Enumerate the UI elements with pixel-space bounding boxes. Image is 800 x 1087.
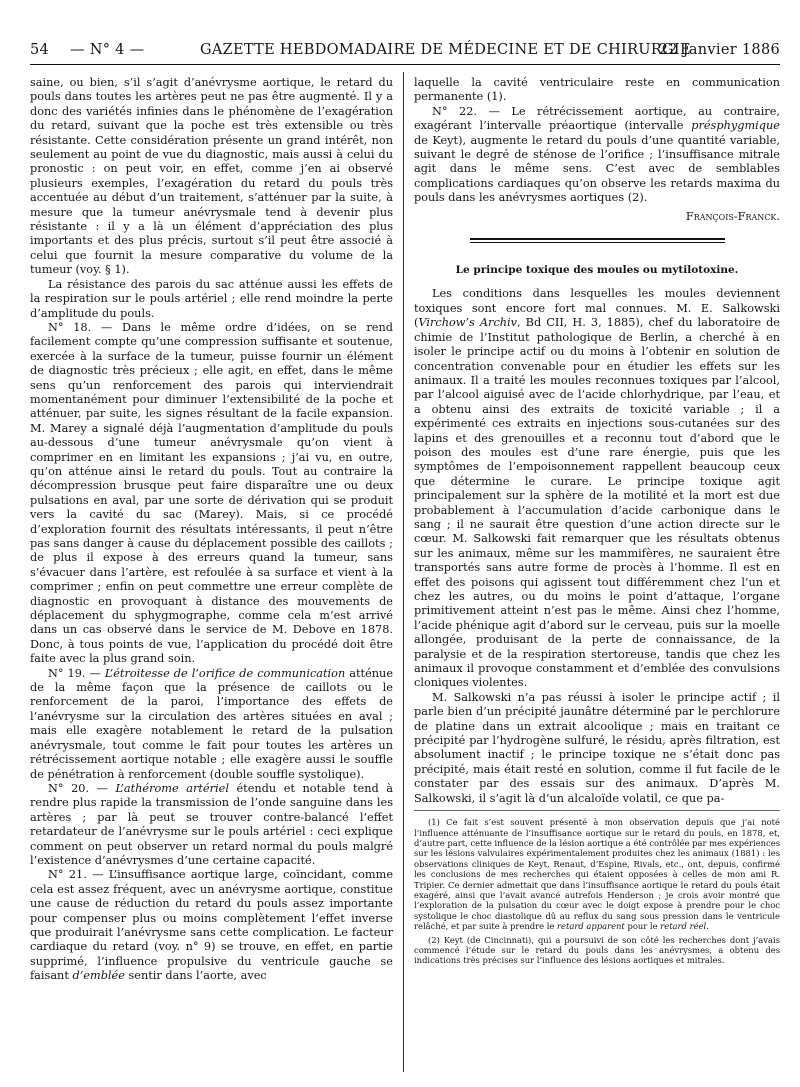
paragraph-emphasis: Virchow’s Archiv <box>418 316 518 330</box>
paragraph-no-20 <box>30 782 393 868</box>
footnote-emphasis: retard apparent <box>557 921 625 932</box>
footnote-1 <box>414 817 780 931</box>
paragraph-lead: N° 20. — <box>48 781 116 795</box>
footnote-divider <box>414 810 780 811</box>
paragraph-emphasis: L’étroitesse de l’orifice de communication <box>104 666 346 680</box>
paragraph-emphasis: présphygmique <box>691 119 780 133</box>
footnote-text: (1) Ce fait s’est souvent présenté à mon observation depuis que j’ai noté l’influence atténuante de l’insuffisance aortique sur le retard du pouls, en 1878, et, d’autre part, cette influence de la lésion aortique a été contrôlée par mes expériences sur les lésions valvulaires expérimentalement produites chez les animaux (1881) : les observations cliniques de Keyt, Renaut, d’Espine, Rivals, etc., ont, depuis, confirmé les conclusions de mes recherches qui étaient opposées à celles de mon ami R. Tripier. Ce dernier admettait que dans l’insuffisance aortique le retard du pouls était exagéré, ainsi que l’avait avancé autrefois Henderson ; je crois avoir montré que l’exploration de la pulsation du cœur avec le doigt expose à prendre pour le choc systolique le choc diastolique dû au reflux du sang sous pression dans le ventricule relâché, et par suite à prendre le <box>414 817 780 932</box>
paragraph: saine, ou bien, s’il s’agit d’anévrysme aortique, le retard du pouls dans toutes les artères peut ne pas être augmenté. Il y a donc des variétés infinies dans le phénomène de l’exagération du retard, suivant que la poche est très extensible ou très résistante. Cette considération présente un grand intérêt, non seulement au point de vue du diagnostic, mais aussi à celui du pronostic : on peut voir, en effet, comme j’en ai observé plusieurs exemples, l’exagération du retard du pouls très accentuée au début d’un traitement, s’atténuer par la suite, à mesure que la tumeur anévrysmale tend à devenir plus résistante : il y a là un élément d’appréciation des plus importants et des plus précis, surtout s’il peut être associé à celui que fournit la mesure comparative du volume de la tumeur (voy. § 1). <box>30 76 393 277</box>
author-signature: François-Franck. <box>685 209 780 223</box>
paragraph-emphasis: d’emblée <box>72 969 125 983</box>
article-title: Le principe toxique des moules ou mytilotoxine. <box>455 264 739 277</box>
issue-number: — N° 4 — <box>70 42 145 58</box>
paragraph-no-22 <box>414 105 780 206</box>
paragraph-rest: atténue de la même façon que la présence de caillots ou le renforcement de la paroi, l’importance des effets de l’anévrysme sur la circulation des artères situées en aval ; mais elle exagère notablement le retard de la pulsation anévrysmale, tout comme le fait pour toutes les artères un rétrécissement aortique notable ; elle exagère aussi le souffle de pénétration à renforcement (double souffle systolique). <box>30 666 393 781</box>
right-column <box>414 76 780 1076</box>
paragraph-lead: N° 19. — <box>48 666 105 680</box>
paragraph-rest: étendu et notable tend à rendre plus rapide la transmission de l’onde sanguine dans les artères ; par là peut se trouver contre-balancé l’effet retardateur de l’anévrysme sur le pouls artériel : ceci explique comment on peut observer un retard normal du pouls malgré l’existence d’anévrysmes d’une certaine capacité. <box>30 781 393 867</box>
issue-date: 22 Janvier 1886 <box>658 42 780 58</box>
paragraph: laquelle la cavité ventriculaire reste en communication permanente (1). <box>414 76 780 104</box>
footnote-2: (2) Keyt (de Cincinnati), qui a poursuivi de son côté les recherches dont j’avais commencé l’étude sur le retard du pouls dans les anévrysmes, a obtenu des indications très précises sur l’influence des lésions aortiques et mitrales. <box>414 934 780 966</box>
article-paragraph <box>414 287 780 690</box>
footnote-text: pour le <box>624 921 661 932</box>
page-number: 54 <box>30 42 50 58</box>
footnote-text: . <box>706 921 709 932</box>
running-header <box>30 40 780 65</box>
column-divider <box>403 72 404 1072</box>
journal-title: GAZETTE HEBDOMADAIRE DE MÉDECINE ET DE CHIRURGIE <box>200 42 691 58</box>
paragraph-rest: sentir dans l’aorte, avec <box>124 969 267 983</box>
paragraph-no-18: N° 18. — Dans le même ordre d’idées, on se rend facilement compte qu’une compression suffisante et soutenue, exercée à la surface de la tumeur, puisse fournir un élément de diagnostic très précieux ; elle agit, en effet, dans le même sens qu’un renforcement des parois qui interviendrait momentanément pour diminuer l’extensibilité de la poche et atténuer, par suite, les signes résultant de la facile expansion. M. Marey a signalé déjà l’augmentation d’amplitude du pouls au-dessous d’une tumeur anévrysmale qu’on vient à comprimer en en limitant les expansions ; j’ai vu, en outre, qu’on atténue ainsi le retard du pouls. Tout au contraire la décompression brusque peut faire disparaître une ou deux pulsations en aval, par une sorte de dérivation qui se produit vers la cavité du sac (Marey). Mais, si ce procédé d’exploration fournit des résultats intéressants, il peut n’être pas sans danger à cause du déplacement possible des caillots ; de plus il expose à des erreurs quand la tumeur, sans s’évacuer dans l’artère, est refoulée à sa surface et vient à la comprimer ; enfin on peut commettre une erreur complète de diagnostic en provoquant à distance des mouvements de déplacement du sphygmographe, comme cela m’est arrivé dans un cas observé dans le service de M. Debove en 1878. Donc, à tous points de vue, l’application du procédé doit être faite avec la plus grand soin. <box>30 320 393 666</box>
paragraph-rest: de Keyt), augmente le retard du pouls d’une quantité variable, suivant le degré de sténose de l’orifice ; l’insuffisance mitrale agit dans le même sens. C’est avec de semblables complications cardiaques qu’on observe les retards maxima du pouls dans les anévrysmes aortiques (2). <box>414 133 780 205</box>
paragraph-emphasis: L’athérome artériel <box>115 781 229 795</box>
paragraph: La résistance des parois du sac atténue aussi les effets de la respiration sur le pouls artériel ; elle rend moindre la perte d’amplitude du pouls. <box>30 277 393 320</box>
section-separator <box>470 238 725 243</box>
paragraph-lead: N° 22. — Le rétrécissement aortique, au contraire, exagérant l’intervalle préaortique (intervalle <box>414 104 780 133</box>
paragraph-no-19 <box>30 667 393 782</box>
footnote-emphasis: retard réel <box>660 921 707 932</box>
paragraph-rest: , Bd CII, H. 3, 1885), chef du laboratoire de chimie de l’Institut pathologique de Berlin, a cherché à en isoler le principe actif ou du moins à l’obtenir en solution de concentration convenable pour en étudier les effets sur les animaux. Il a traité les moules reconnues toxiques par l’alcool, par l’alcool aiguisé avec de l’acide chlorhydrique, par l’eau, et a obtenu ainsi des extraits de toxicité variable ; il a expérimenté ces extraits en injections sous-cutanées sur des lapins et des grenouilles et a reconnu tout d’abord que le poison des moules est d’une rare énergie, puis que les symptômes de l’empoisonnement rappellent beaucoup ceux que détermine le curare. Le principe toxique agit principalement sur la sphère de la motilité et la mort est due probablement à l’accumulation d’acide carbonique dans le sang ; il ne saurait être question d’une action directe sur le cœur. M. Salkowski fait remarquer que les résultats obtenus sur les animaux, même sur les mammifères, ne sauraient être transportés sans autre forme de procès à l’homme. Il est en effet des poisons qui agissent tout différemment chez l’un et chez les autres, ou du moins le point d’attaque, l’organe primitivement atteint n’est pas le même. Ainsi chez l’homme, l’acide phénique agit d’abord sur le cerveau, puis sur la moelle allongée, produisant de la perte de connaissance, de la paralysie et de la respiration stertoreuse, tandis que chez les animaux il provoque constamment et d’emblée des convulsions cloniques violentes. <box>414 316 780 690</box>
paragraph-lead: N° 21. — L’insuffisance aortique large, coïncidant, comme cela est assez fréquent, avec un anévrysme aortique, constitue une cause de réduction du retard du pouls assez importante pour compenser plus ou moins complètement l’effet inverse que produirait l’anévrysme sans cette complication. Le facteur cardiaque du retard (voy. n° 9) se trouve, en effet, en partie supprimé, l’influence propulsive du ventricule gauche se faisant <box>30 868 393 983</box>
paragraph-lead: Les conditions dans lesquelles les moules deviennent toxiques sont encore fort mal connues. M. E. Salkowski ( <box>414 287 780 330</box>
paragraph-no-21 <box>30 868 393 983</box>
left-column <box>30 76 393 1010</box>
article-paragraph: M. Salkowski n’a pas réussi à isoler le principe actif ; il parle bien d’un précipité jaunâtre déterminé par le perchlorure de platine dans un extrait alcoolique ; mais en traitant ce précipité par l’hydrogène sulfuré, le résidu, après filtration, est absolument inactif ; le principe toxique ne s’était donc pas précipité, mais était resté en solution, comme il fut facile de le constater par des essais sur des animaux. D’après M. Salkowski, il s’agit là d’un alcaloïde volatil, ce que pa- <box>414 690 780 805</box>
